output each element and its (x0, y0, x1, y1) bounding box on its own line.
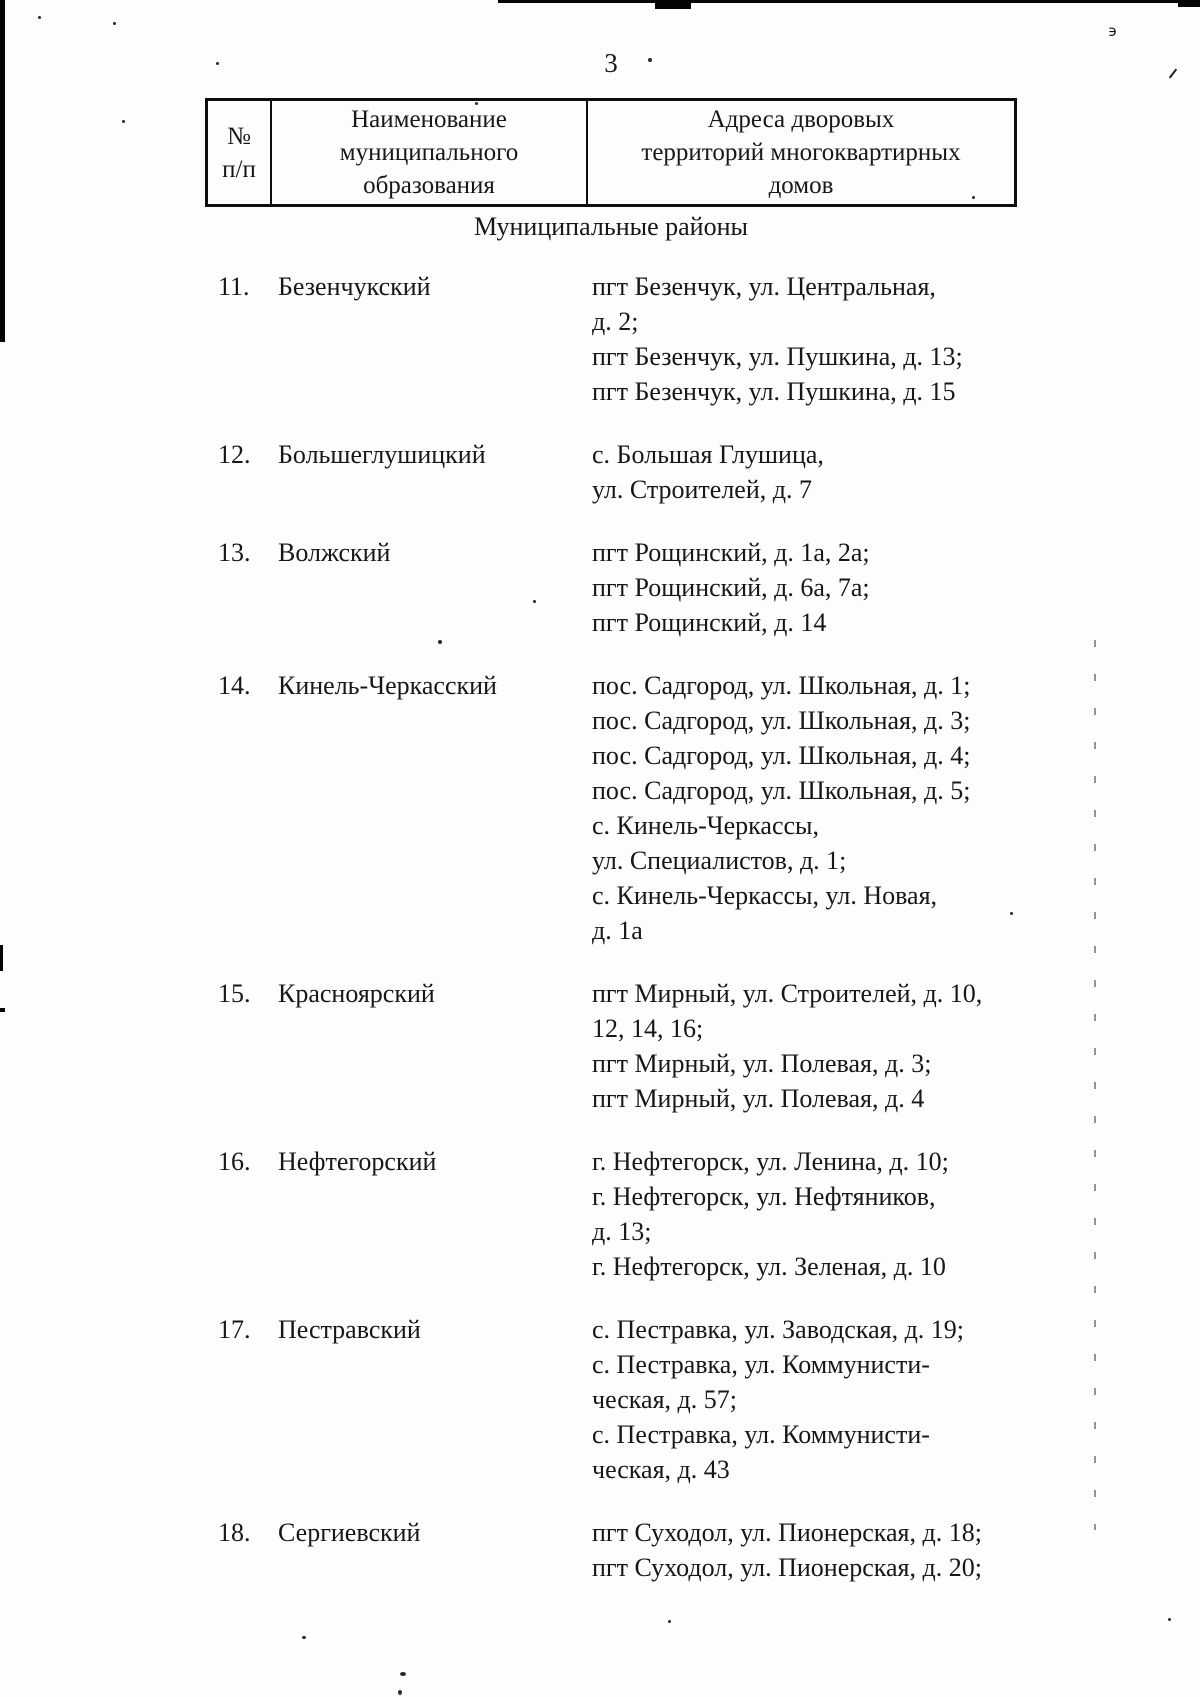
table-row (205, 1144, 1017, 1284)
scan-speck (122, 120, 125, 123)
address-line: 12, 14, 16; (592, 1014, 704, 1043)
header-line: Наименование (351, 106, 507, 133)
address-list (592, 976, 1017, 1116)
scan-speck (398, 1690, 402, 1695)
scan-blot-top (655, 0, 691, 9)
municipality-name: Сергиевский (278, 1518, 421, 1547)
table-header (205, 98, 1017, 207)
address-line: пгт Безенчук, ул. Пушкина, д. 15 (592, 377, 956, 406)
address-line: г. Нефтегорск, ул. Ленина, д. 10; (592, 1147, 949, 1176)
scan-squiggle: ϶ (1108, 22, 1118, 40)
header-col-municipality (272, 101, 588, 204)
address-list (592, 1515, 1017, 1585)
address-line: ческая, д. 57; (592, 1385, 737, 1414)
address-line: пос. Садгород, ул. Школьная, д. 1; (592, 671, 971, 700)
address-line: с. Пестравка, ул. Заводская, д. 19; (592, 1315, 965, 1344)
address-line: с. Кинель-Черкассы, (592, 811, 820, 840)
municipality-name: Красноярский (278, 979, 435, 1008)
address-line: пгт Суходол, ул. Пионерская, д. 18; (592, 1518, 982, 1547)
address-line: пгт Безенчук, ул. Пушкина, д. 13; (592, 342, 963, 371)
municipality-name: Пестравский (278, 1315, 421, 1344)
row-number: 16. (218, 1147, 251, 1176)
scan-dashed-line (1094, 640, 1096, 1530)
address-line: пгт Рощинский, д. 14 (592, 608, 827, 637)
address-line: д. 1а (592, 916, 643, 945)
header-line: образования (363, 172, 495, 199)
scan-slash (1169, 69, 1177, 79)
table-row (205, 269, 1017, 409)
address-line: ческая, д. 43 (592, 1455, 730, 1484)
table-row (205, 976, 1017, 1116)
address-list (592, 437, 1017, 507)
scan-speck (668, 1620, 671, 1623)
document-content (205, 46, 1017, 1613)
address-list (592, 1144, 1017, 1284)
table-row (205, 535, 1017, 640)
address-list (592, 1312, 1017, 1487)
address-line: пгт Рощинский, д. 1а, 2а; (592, 538, 870, 567)
scan-speck (302, 1636, 306, 1639)
section-title: Муниципальные районы (474, 212, 748, 241)
address-line: с. Пестравка, ул. Коммунисти- (592, 1420, 930, 1449)
table-row (205, 668, 1017, 948)
row-number: 14. (218, 671, 251, 700)
municipality-name: Нефтегорский (278, 1147, 437, 1176)
header-line: п/п (222, 155, 256, 183)
table-row (205, 1515, 1017, 1585)
scan-mark-left (0, 1008, 5, 1012)
header-line: № (227, 122, 251, 150)
row-number: 13. (218, 538, 251, 567)
address-line: пос. Садгород, ул. Школьная, д. 4; (592, 741, 971, 770)
address-list (592, 668, 1017, 948)
address-list (592, 535, 1017, 640)
address-line: пгт Суходол, ул. Пионерская, д. 20; (592, 1553, 982, 1582)
scan-speck (400, 1672, 406, 1676)
scan-mark-left (0, 945, 3, 971)
address-line: с. Кинель-Черкассы, ул. Новая, (592, 881, 938, 910)
row-number: 17. (218, 1315, 251, 1344)
address-line: ул. Специалистов, д. 1; (592, 846, 847, 875)
scan-edge-left (0, 0, 5, 342)
address-line: с. Пестравка, ул. Коммунисти- (592, 1350, 930, 1379)
scan-speck (38, 16, 41, 19)
header-line: Адреса дворовых (707, 106, 895, 133)
row-number: 15. (218, 979, 251, 1008)
table-row (205, 437, 1017, 507)
row-number: 11. (218, 272, 250, 301)
address-line: г. Нефтегорск, ул. Нефтяников, (592, 1182, 936, 1211)
municipality-name: Волжский (278, 538, 391, 567)
header-line: домов (768, 172, 834, 199)
header-col-number (208, 101, 272, 204)
table-row (205, 1312, 1017, 1487)
address-line: пгт Безенчук, ул. Центральная, (592, 272, 936, 301)
municipality-name: Кинель-Черкасский (278, 671, 497, 700)
address-line: д. 2; (592, 307, 639, 336)
table-body (205, 269, 1017, 1585)
scan-speck (1168, 1618, 1171, 1621)
scan-edge-top (498, 0, 1200, 3)
address-line: пгт Мирный, ул. Полевая, д. 4 (592, 1084, 925, 1113)
municipality-name: Безенчукский (278, 272, 431, 301)
address-list (592, 269, 1017, 409)
scan-speck (113, 22, 116, 25)
address-line: пгт Мирный, ул. Полевая, д. 3; (592, 1049, 932, 1078)
address-line: пгт Мирный, ул. Строителей, д. 10, (592, 979, 983, 1008)
address-line: с. Большая Глушица, (592, 440, 824, 469)
address-line: д. 13; (592, 1217, 652, 1246)
address-line: пос. Садгород, ул. Школьная, д. 5; (592, 776, 971, 805)
address-line: г. Нефтегорск, ул. Зеленая, д. 10 (592, 1252, 946, 1281)
municipality-name: Большеглушицкий (278, 440, 486, 469)
header-col-addresses (588, 101, 1014, 204)
address-line: ул. Строителей, д. 7 (592, 475, 812, 504)
address-line: пгт Рощинский, д. 6а, 7а; (592, 573, 870, 602)
scan-blot-top-right (1178, 0, 1200, 7)
header-line: территорий многоквартирных (641, 139, 961, 166)
row-number: 18. (218, 1518, 251, 1547)
header-line: муниципального (339, 139, 519, 166)
address-line: пос. Садгород, ул. Школьная, д. 3; (592, 706, 971, 735)
row-number: 12. (218, 440, 251, 469)
page-number: 3 (604, 48, 618, 78)
